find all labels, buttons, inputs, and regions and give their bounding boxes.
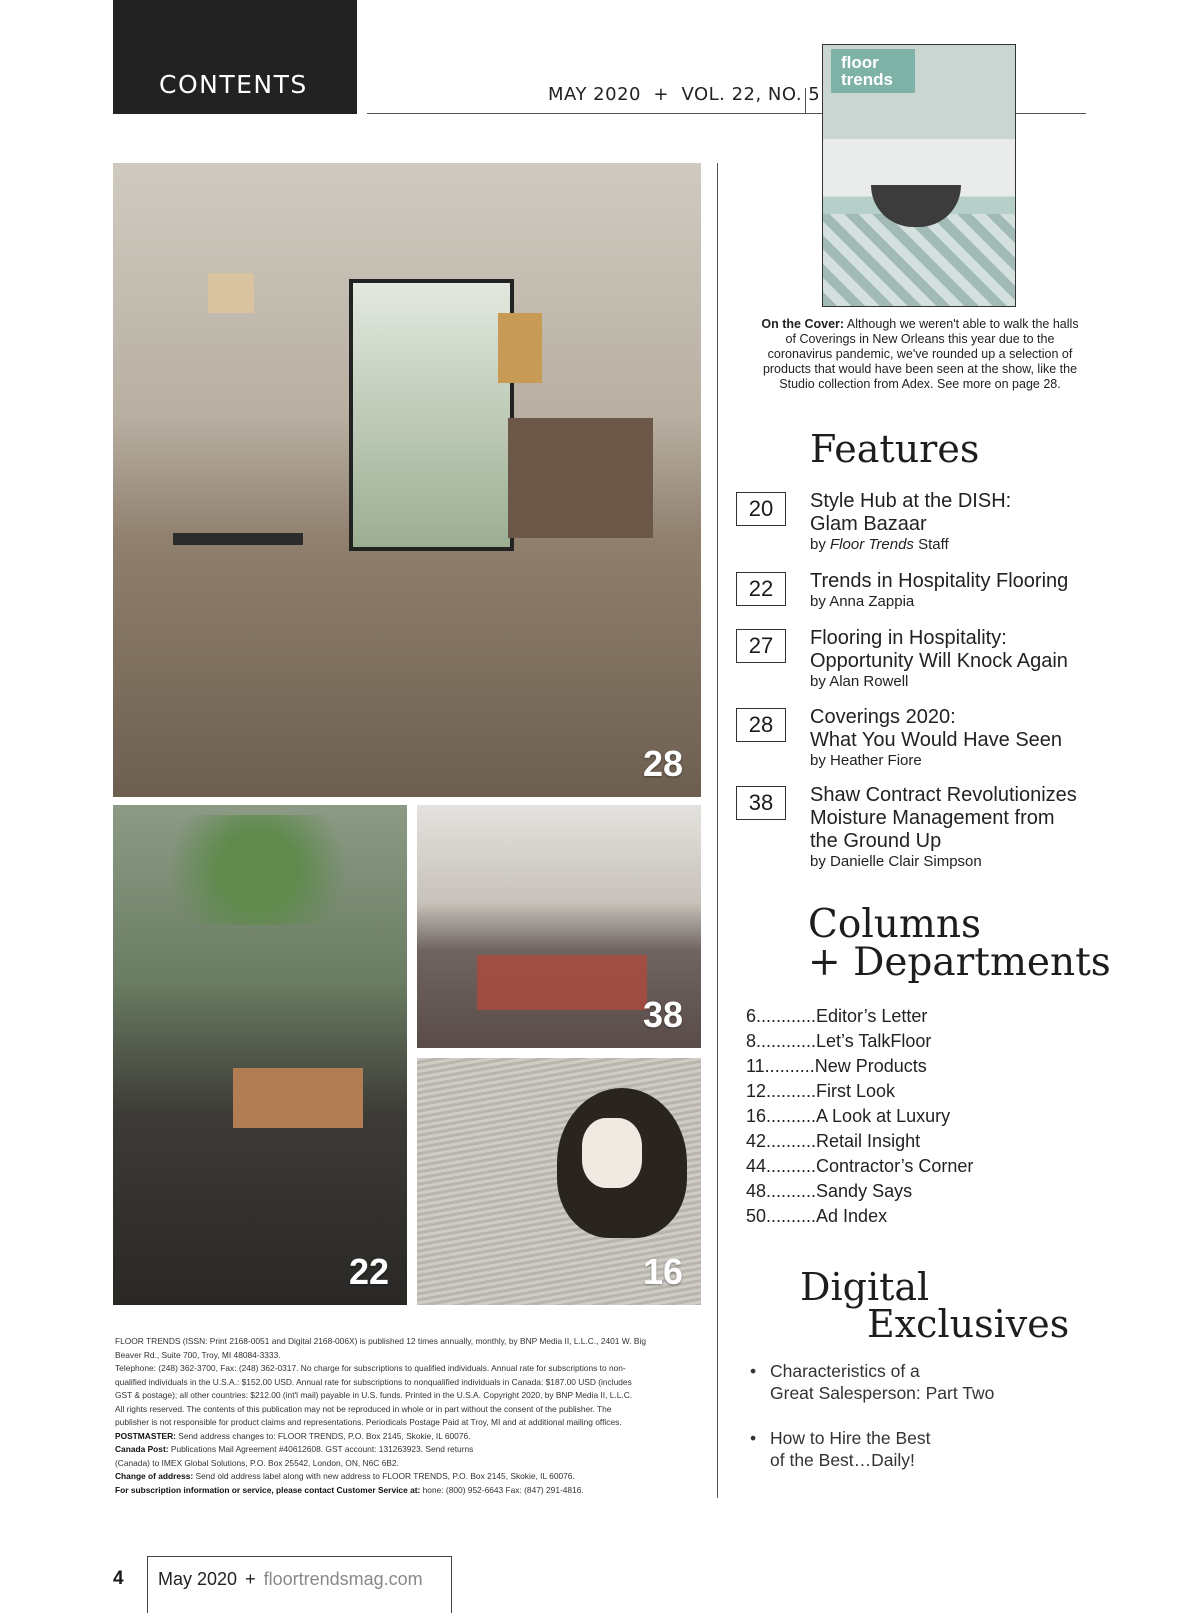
cover-caption-text: Although we weren't able to walk the halls of Coverings in New Orleans this year due to the coronavirus pandemic, we've rounded up a selection of products that would have been seen at the show, like the Studio collection from Adex. See more on page 28.	[762, 317, 1079, 391]
byline-prefix: by	[810, 593, 826, 610]
feature-title-line: Trends in Hospitality Flooring	[810, 570, 1069, 592]
feature-byline	[810, 853, 1110, 871]
byline-prefix: by	[810, 853, 826, 870]
sunroom-sofa	[233, 1068, 363, 1128]
feature-byline	[810, 673, 1110, 691]
byline-author: Alan Rowell	[829, 673, 909, 690]
lobby-coffee-table	[173, 533, 303, 545]
fine-print-line	[115, 1443, 675, 1457]
bullet-icon: •	[750, 1428, 757, 1448]
byline-prefix: by	[810, 673, 826, 690]
bullet-icon: •	[750, 1361, 757, 1381]
fine-print-text: Publications Mail Agreement #40612608. GST account: 131263923. Send returns	[170, 1444, 474, 1454]
fine-print-line	[115, 1430, 675, 1444]
fine-print-text: Send address changes to: FLOOR TRENDS, P.O. Box 2145, Skokie, IL 60076.	[178, 1430, 471, 1441]
department-item[interactable]: 50..........Ad Index	[746, 1206, 888, 1226]
fine-print-line	[115, 1484, 675, 1498]
departments-heading	[808, 902, 1111, 985]
feature-page-number: 28	[736, 708, 786, 742]
footer-url-link[interactable]: floortrendsmag.com	[263, 1569, 423, 1589]
byline-author: Anna Zappia	[829, 593, 915, 610]
photo-page-number: 28	[642, 743, 683, 784]
department-item[interactable]: 8............Let’s TalkFloor	[746, 1031, 932, 1051]
fine-print-line: All rights reserved. The contents of this publication may not be reproduced in whole or in part without the consent of the publisher. The	[115, 1403, 612, 1414]
byline-author: Danielle Clair Simpson	[830, 853, 982, 870]
fine-print-line: (Canada) to IMEX Global Solutions, P.O. Box 25542, London, ON, N6C 6B2.	[115, 1457, 399, 1468]
photo-lounge[interactable]	[417, 805, 701, 1048]
fine-print-label: Change of address:	[115, 1471, 194, 1481]
department-item[interactable]: 16..........A Look at Luxury	[746, 1106, 951, 1126]
feature-page-number: 27	[736, 629, 786, 663]
feature-title-line: Coverings 2020:	[810, 706, 956, 728]
department-item[interactable]: 12..........First Look	[746, 1081, 896, 1101]
digital-heading-line: Digital	[800, 1265, 930, 1309]
digital-item-line: Great Salesperson: Part Two	[770, 1383, 995, 1403]
digital-heading-line: Exclusives	[867, 1302, 1070, 1346]
photo-lobby[interactable]	[113, 163, 701, 797]
cover-caption	[758, 317, 1082, 392]
page-folio: 4	[113, 1568, 124, 1589]
digital-item-line: Characteristics of a	[770, 1361, 920, 1381]
departments-list	[746, 1004, 973, 1229]
header-rule-right	[1016, 113, 1086, 114]
photo-page-number: 22	[348, 1251, 389, 1292]
fine-print-line: Beaver Rd., Suite 700, Troy, MI 48084-3333.	[115, 1349, 281, 1360]
header-rule-connector	[792, 113, 822, 114]
feature-page-number: 20	[736, 492, 786, 526]
feature-byline	[810, 752, 1110, 770]
lobby-window	[349, 279, 514, 551]
department-item[interactable]: 42..........Retail Insight	[746, 1131, 921, 1151]
feature-page-number: 38	[736, 786, 786, 820]
digital-item-line: How to Hire the Best	[770, 1428, 931, 1448]
sunroom-plants	[143, 815, 373, 925]
features-heading: Features	[810, 427, 980, 471]
column-divider	[717, 163, 718, 1498]
fine-print-line: Telephone: (248) 362-3700, Fax: (248) 362-0317. No charge for subscriptions to qualified individuals. Annual rate for subscriptions to non-	[115, 1363, 626, 1373]
footer-separator: +	[245, 1569, 256, 1589]
department-item[interactable]: 11..........New Products	[746, 1056, 927, 1076]
fine-print-label: For subscription information or service, please contact Customer Service at:	[115, 1484, 421, 1495]
feature-title-line: Shaw Contract Revolutionizes	[810, 784, 1077, 806]
feature-page-number: 22	[736, 572, 786, 606]
departments-heading-line: Columns	[808, 902, 982, 947]
department-item[interactable]: 6............Editor’s Letter	[746, 1006, 928, 1026]
feature-title-line: Opportunity Will Knock Again	[810, 650, 1068, 672]
feature-title-line: Moisture Management from	[810, 807, 1055, 829]
department-item[interactable]: 48..........Sandy Says	[746, 1181, 913, 1201]
lobby-pendant-light	[498, 313, 542, 383]
fine-print-line	[115, 1470, 675, 1484]
feature-title-line: Glam Bazaar	[810, 513, 927, 535]
photo-sunroom[interactable]	[113, 805, 407, 1305]
footer-date: May 2020	[158, 1569, 238, 1589]
byline-author: Heather Fiore	[830, 752, 922, 769]
fine-print-line: GST & postage); all other countries: $212.00 (int'l mail) payable in U.S. funds. Printed in the U.S.A. Copyright 2020, by BNP Media II, L.L.C.	[115, 1390, 633, 1400]
issue-date: MAY 2020 + VOL. 22, NO. 5	[548, 84, 821, 105]
cover-thumbnail[interactable]	[822, 44, 1016, 307]
section-label: CONTENTS	[159, 70, 308, 99]
department-item[interactable]: 44..........Contractor’s Corner	[746, 1156, 974, 1176]
fine-print-label: Canada Post:	[115, 1444, 169, 1454]
feature-title-line: Style Hub at the DISH:	[810, 490, 1012, 512]
publication-fine-print	[115, 1335, 675, 1497]
fine-print-text: hone: (800) 952-6643 Fax: (847) 291-4816.	[422, 1484, 584, 1495]
fine-print-text: Send old address label along with new address to FLOOR TRENDS, P.O. Box 2145, Skokie, IL 60076.	[195, 1471, 575, 1481]
feature-title-line: Flooring in Hospitality:	[810, 627, 1007, 649]
fine-print-label: POSTMASTER:	[115, 1430, 176, 1441]
photo-dog-carpet[interactable]	[417, 1058, 701, 1305]
feature-title-line: the Ground Up	[810, 830, 942, 852]
cover-floor-tile	[823, 214, 1015, 306]
feature-byline	[810, 593, 1110, 611]
feature-byline	[810, 536, 1110, 554]
byline-prefix: by	[810, 752, 826, 769]
byline-prefix: by	[810, 536, 826, 553]
departments-heading-line: + Departments	[808, 940, 1111, 985]
contents-header-box	[113, 0, 357, 114]
digital-item-line: of the Best…Daily!	[770, 1450, 915, 1470]
header-rule	[367, 113, 805, 114]
feature-title-line: What You Would Have Seen	[810, 729, 1063, 751]
fine-print-line: publisher is not responsible for product claims and representations. Periodicals Postage Paid at Troy, MI and at additional mailing offices.	[115, 1417, 622, 1427]
dog-face	[582, 1118, 642, 1188]
fine-print-line: FLOOR TRENDS (ISSN: Print 2168-0051 and Digital 2168-006X) is published 12 times annually, monthly, by BNP Media II, L.L.C., 2401 W. Big	[115, 1336, 646, 1346]
lobby-floor-lamp	[208, 273, 254, 313]
lobby-reception-desk	[508, 418, 653, 538]
cover-masthead: floor trends	[831, 49, 915, 93]
cover-caption-lead: On the Cover:	[761, 317, 845, 331]
byline-author: Staff	[918, 536, 949, 553]
lounge-red-carpet	[477, 955, 647, 1010]
fine-print-line: qualified individuals in the U.S.A.: $152.00 USD. Annual rate for subscriptions to nonqualified individuals in Canada: $187.00 USD (includes	[115, 1376, 632, 1387]
footer-box	[147, 1556, 452, 1613]
byline-publication: Floor Trends	[830, 536, 914, 553]
photo-page-number: 16	[642, 1251, 683, 1292]
photo-page-number: 38	[642, 994, 683, 1035]
